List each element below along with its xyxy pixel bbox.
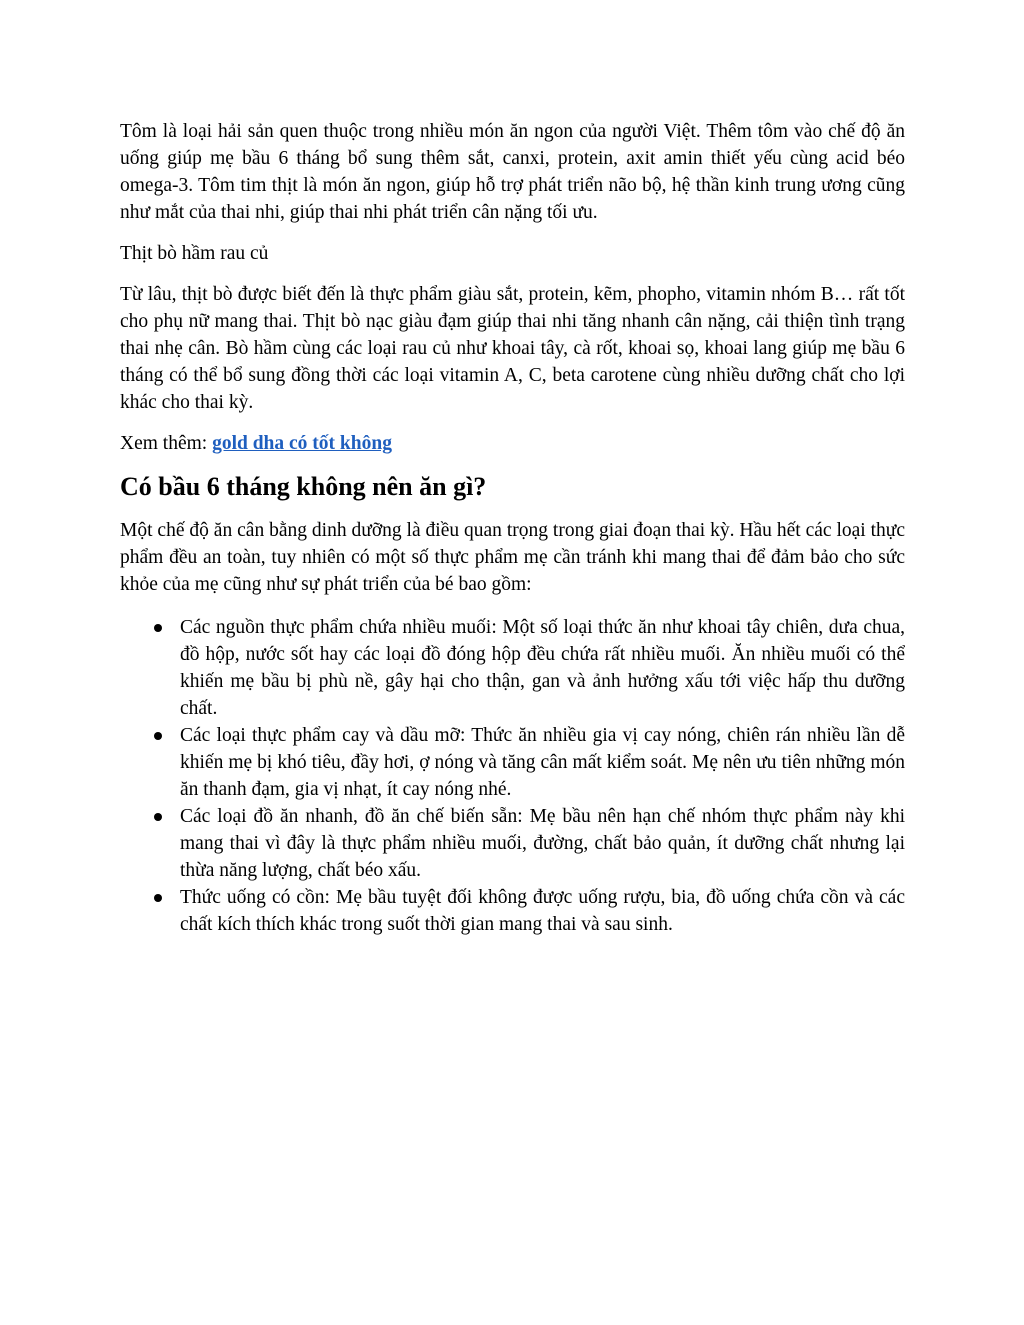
list-item <box>120 803 905 884</box>
bullet-icon <box>154 732 162 740</box>
subheading-beef-stew: Thịt bò hầm rau củ <box>120 243 269 264</box>
see-more-line <box>120 430 905 457</box>
paragraph-beef: Từ lâu, thịt bò được biết đến là thực phẩm giàu sắt, protein, kẽm, phopho, vitamin nhóm B… rất tốt cho phụ nữ mang thai. Thịt bò nạc giàu đạm giúp thai nhi tăng nhanh cân nặng, cải thiện tình trạng thai nhẹ cân. Bò hầm cùng các loại rau củ như khoai tây, cà rốt, khoai sọ, khoai lang giúp mẹ bầu 6 tháng có thể bổ sung đồng thời các loại vitamin A, C, beta carotene cùng nhiều dưỡng chất cho lợi khác cho thai kỳ. <box>120 284 905 413</box>
bullet-icon <box>154 624 162 632</box>
list-item <box>120 884 905 938</box>
intro-paragraph: Một chế độ ăn cân bằng dinh dưỡng là điều quan trọng trong giai đoạn thai kỳ. Hầu hết các loại thực phẩm đều an toàn, tuy nhiên có một số thực phẩm mẹ cần tránh khi mang thai để đảm bảo cho sức khỏe của mẹ cũng như sự phát triển của bé bao gồm: <box>120 520 905 595</box>
bullet-icon <box>154 894 162 902</box>
see-more-label: Xem thêm: <box>120 433 213 454</box>
list-item-text: Các nguồn thực phẩm chứa nhiều muối: Một số loại thức ăn như khoai tây chiên, dưa chua, đồ hộp, nước sốt hay các loại đồ đóng hộp đều chứa rất nhiều muối. Ăn nhiều muối có thể khiến mẹ bầu bị phù nề, gây hại cho thận, gan và ảnh hưởng xấu tới việc hấp thu dưỡng chất. <box>180 617 905 719</box>
list-item <box>120 614 905 722</box>
list-item-text: Các loại đồ ăn nhanh, đồ ăn chế biến sẵn: Mẹ bầu nên hạn chế nhóm thực phẩm này khi mang thai vì đây là thực phẩm nhiều muối, đường, chất bảo quản, ít dưỡng chất nhưng lại thừa năng lượng, chất béo xấu. <box>180 806 905 881</box>
section-heading: Có bầu 6 tháng không nên ăn gì? <box>120 472 487 501</box>
list-item <box>120 722 905 803</box>
paragraph-shrimp: Tôm là loại hải sản quen thuộc trong nhiều món ăn ngon của người Việt. Thêm tôm vào chế độ ăn uống giúp mẹ bầu 6 tháng bổ sung thêm sắt, canxi, protein, axit amin thiết yếu cùng acid béo omega-3. Tôm tim thịt là món ăn ngon, giúp hỗ trợ phát triển não bộ, hệ thần kinh trung ương cũng như mắt của thai nhi, giúp thai nhi phát triển cân nặng tối ưu. <box>120 121 905 223</box>
avoid-food-list <box>120 614 905 938</box>
list-item-text: Thức uống có cồn: Mẹ bầu tuyệt đối không được uống rượu, bia, đồ uống chứa cồn và các chất kích thích khác trong suốt thời gian mang thai và sau sinh. <box>180 887 905 935</box>
document-page <box>120 118 905 938</box>
see-more-link[interactable]: gold dha có tốt không <box>212 433 392 454</box>
bullet-icon <box>154 813 162 821</box>
list-item-text: Các loại thực phẩm cay và dầu mỡ: Thức ăn nhiều gia vị cay nóng, chiên rán nhiều lần dễ khiến mẹ bị khó tiêu, đầy hơi, ợ nóng và tăng cân mất kiểm soát. Mẹ nên ưu tiên những món ăn thanh đạm, gia vị nhạt, ít cay nóng nhé. <box>180 725 905 800</box>
